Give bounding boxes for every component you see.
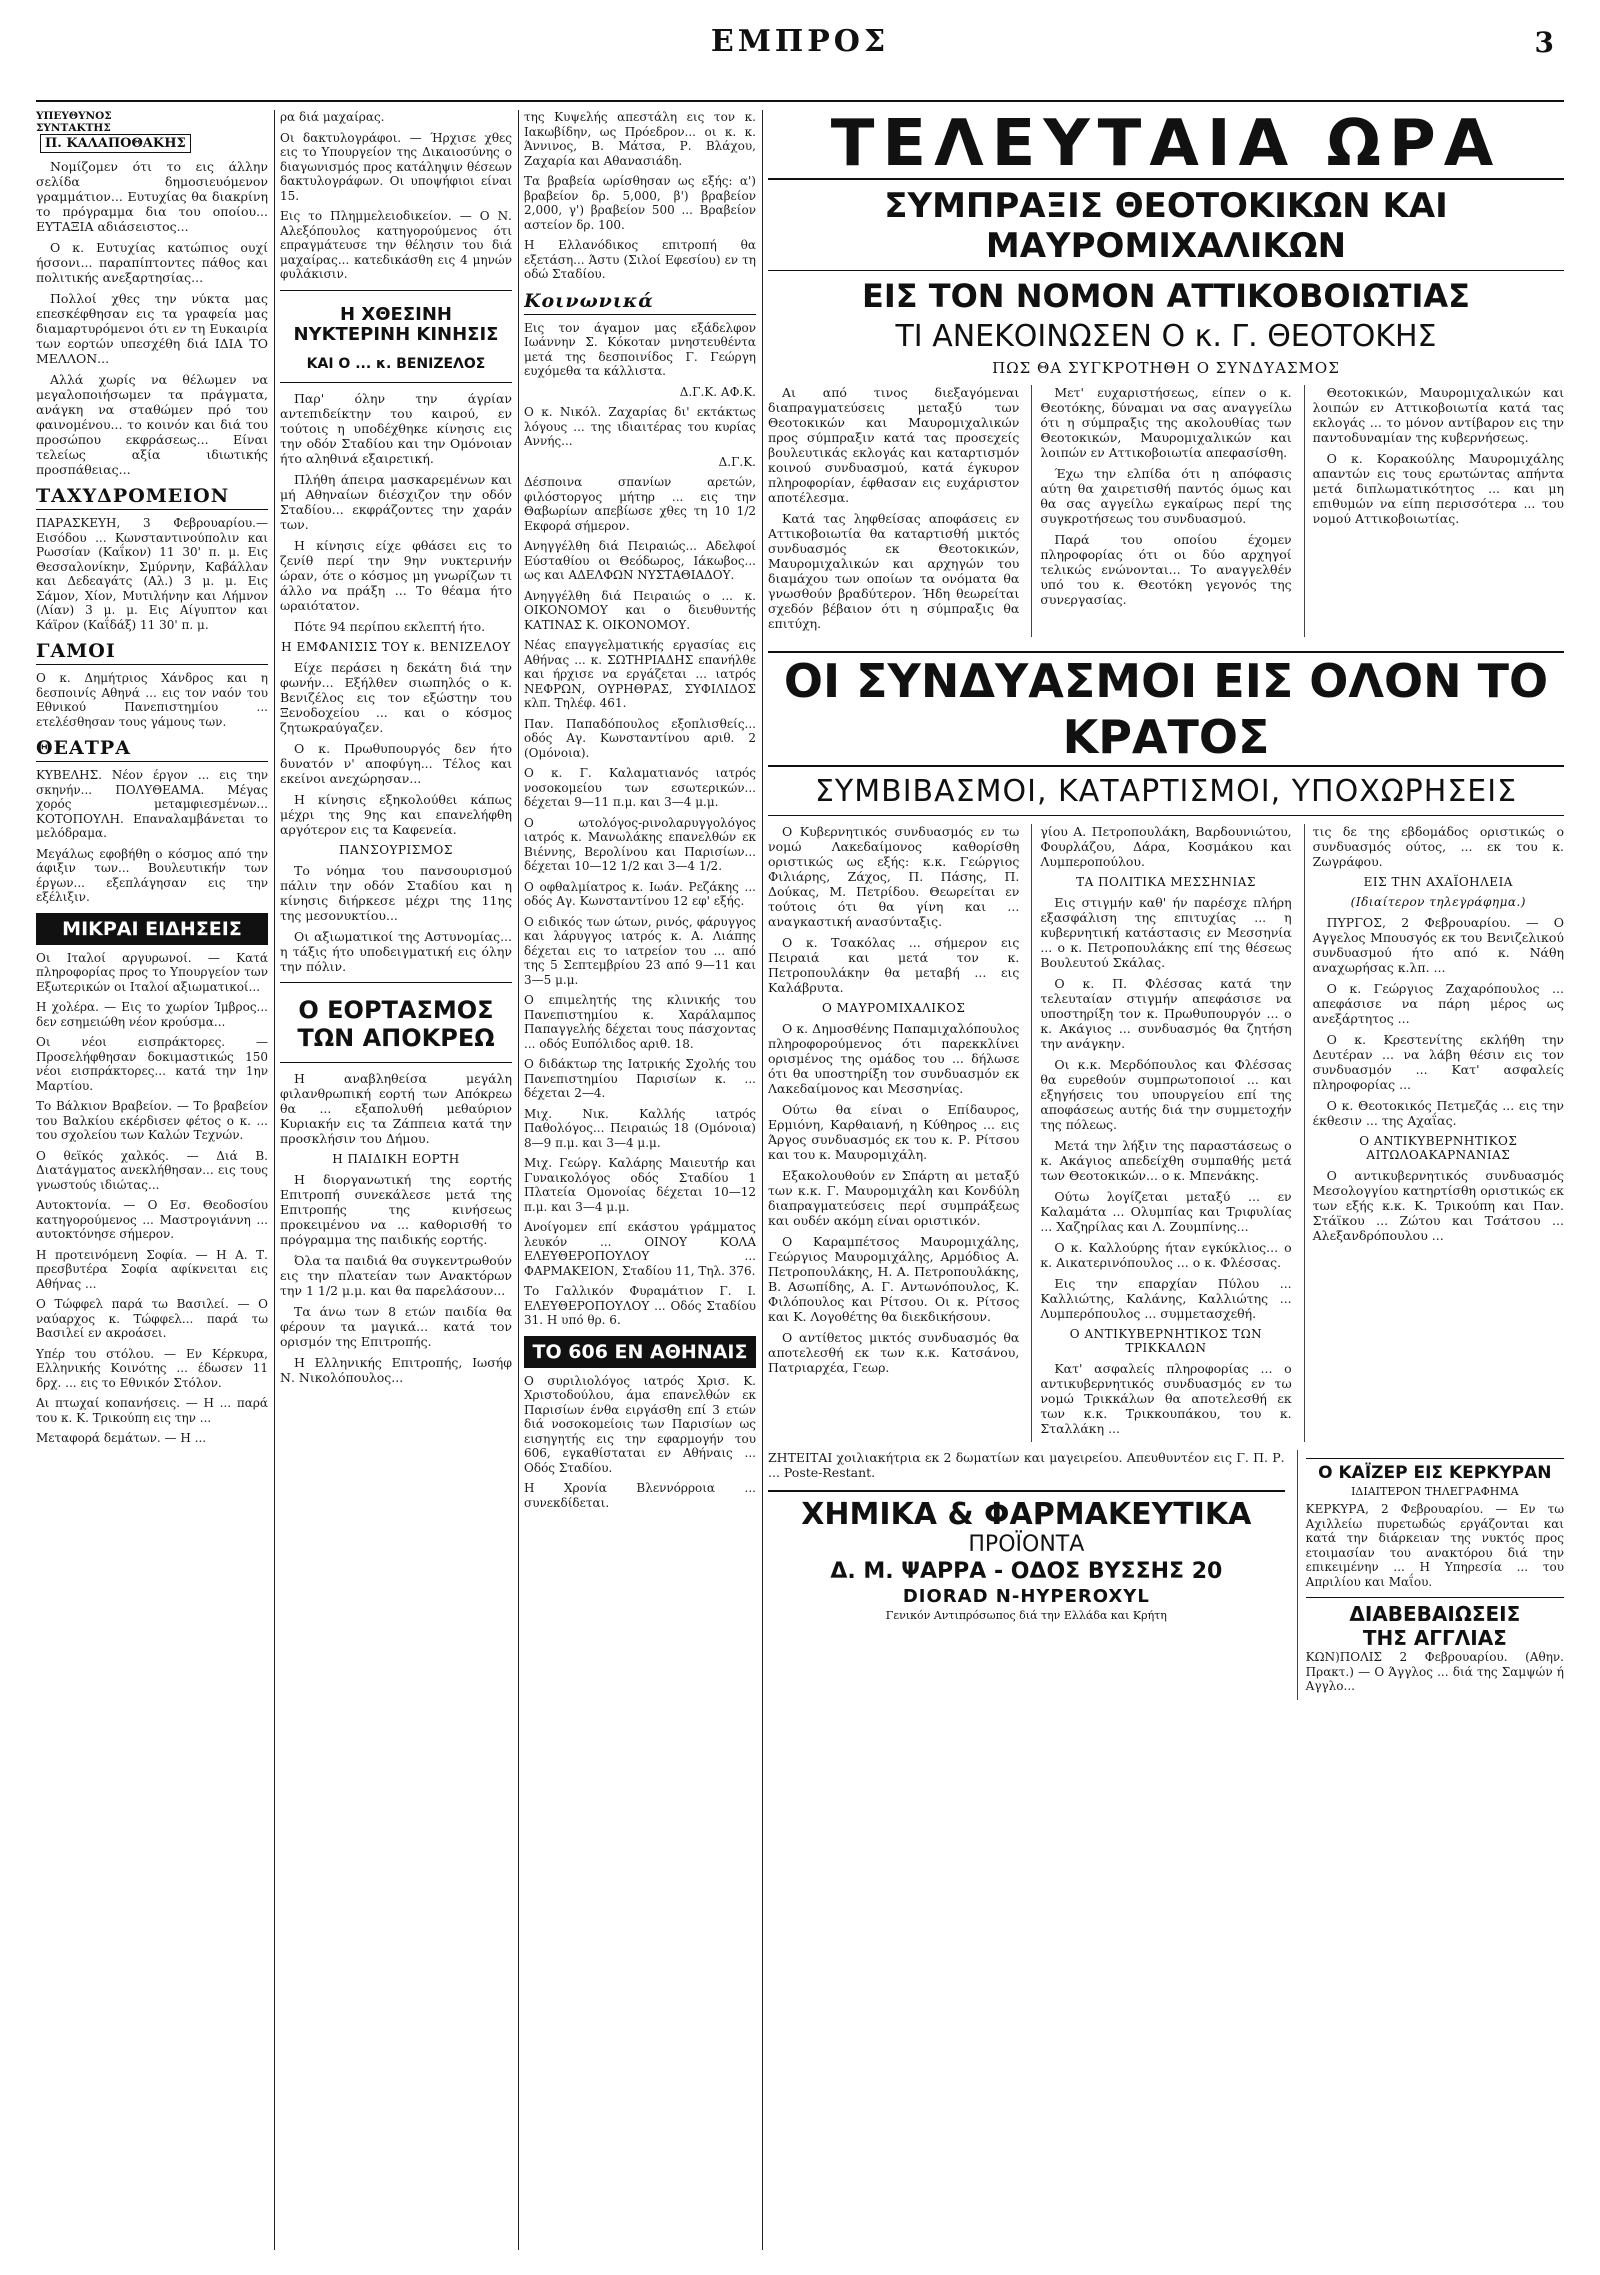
byline [36,110,268,153]
second-story-body [768,824,1564,1442]
news-item: Αι πτωχαί κοπανήσεις. — Η ... παρά του κ. Κ. Τρικούπη εις την ... [36,1396,268,1425]
article-paragraph: Ο κ. Θεοτοκικός Πετμεζάς ... εις την έκθεσιν ... της Αχαΐας. [1312,1098,1564,1128]
article-paragraph: Ο κ. Δημοσθένης Παπαμιχαλόπουλος πληροφορούμενος ότι παρεκκλίνει ορισμένος της ομάδος του ... δήλωσε ότι θα υποστηρίξη τον συνδυασμόν εκ Λακεδαίμονος και Μεσσηνίας. [768,1021,1020,1096]
article-subheading: Η ΠΑΙΔΙΚΗ ΕΟΡΤΗ [332,1152,460,1167]
article-paragraph: Είχε περάσει η δεκάτη διά την φωνήν... Εξήλθεν σιωπηλός ο κ. Βενιζέλος εις τον εξώστην του Ξενοδοχείου ... και ο κόσμος ζητωκραύγαζεν. [280,659,512,735]
article-subheading: Ο ΜΑΥΡΟΜΙΧΑΛΙΚΟΣ [821,1001,966,1015]
article-paragraph: Η διοργανωτική της εορτής Επιτροπή συνεκάλεσε μετά της Επιτροπής της κινήσεως προκειμένου να ... καθορισθή το πρόγραμμα της παιδικής εορτής. [280,1172,512,1248]
article-paragraph: Αλλά χωρίς να θέλωμεν να μεγαλοποιήσωμεν τα πράγματα, ανάγκη να σταθώμεν πρό του φαινομένου... το κοινόν και διά του προσώπου εκφράσεως... Είναι τελείως αξία ιδιωτικής προσπάθειας... [36,372,268,477]
social-item: Ανηγγέλθη διά Πειραιώς... Αδελφοί Εύσταθίου οι Θεόδωρος, Ιάκωβος... ως και ΑΔΕΛΦΩΝ ΝΥΣΤΑΘΙΑΔΟΥ. [524,539,756,582]
article-heading-box [280,290,512,383]
article-heading-box [280,982,512,1063]
article-paragraph: Πλήθη άπειρα μασκαρεμένων και μή Αθηναίων διέσχιζον την οδόν Σταδίου... εκφράζοντες την χαράν των. [280,471,512,532]
ad-heading-606: ΤΟ 606 ΕΝ ΑΘΗΝΑΙΣ [524,1336,756,1368]
article-paragraph: Ο κ. Γεώργιος Ζαχαρόπουλος ... απεφάσισε να πάρη μέρος ως ανεξάρτητος ... [1312,981,1564,1026]
ad-paragraph: Ο συριλιολόγος ιατρός Χρισ. Κ. Χριστοδούλου, άμα επανελθών εκ Παρισίων ένθα ειργάσθη επί 3 ετών διά νοσοκομείοις των Παρισίων ως εισηγητής εις την εφαρμογήν του 606, εγκαθίσταται εν Αθήναις ... Οδός Σταδίου. [524,1373,756,1475]
column-divider [518,110,519,2250]
ad-subtitle: ΠΡΟΪΟΝΤΑ [968,1532,1085,1557]
article-subnote: (Ιδιαίτερον τηλεγράφημα.) [1350,895,1526,909]
news-item: Το Βάλκιον Βραβείον. — Το βραβείον του Βαλκίου εκέρδισεν φέτος ο κ. ... του σχολείου των Καλών Τεχνών. [36,1099,268,1142]
article-paragraph: Αι από τινος διεξαγόμεναι διαπραγματεύσεις μεταξύ των Θεοτοκικών και Μαυρομιχαλικών προς σύμπραξιν κατά τας προσεχείς βουλευτικάς εκλογάς και καταρτισμόν κοινού συνδυασμού, κατά έγκυρον πληροφορίαν, έφθασαν εις ευχάριστον αποτέλεσμα. [768,385,1020,505]
article-paragraph: Ο κ. Π. Φλέσσας κατά την τελευταίαν στιγμήν απεφάσισε να υποστηρίξη τον κ. Πρωθυπουργόν ... ο κ. Ακάγιος ... συνδυασμός θα ζητήση την ανάγκην. [1040,976,1292,1051]
article-paragraph: Πότε 94 περίπου εκλεπτή ήτο. [294,618,486,634]
article-paragraph: της Κυψελής απεστάλη εις τον κ. Ιακωβίδην, ως Πρόεδρον... οι κ. κ. Άννινος, Β. Μάτσα, Ρ. Βλάχου, Ζαχαρία και Αθανασιάδη. [524,110,756,168]
lead-story-column [768,110,1564,2250]
news-item: Ο θεϊκός χαλκός. — Διά Β. Διατάγματος ανεκλήθησαν... εις τους γνωστούς ιδιώτας... [36,1148,268,1192]
article-paragraph: ΠΥΡΓΟΣ, 2 Φεβρουαρίου. — Ο Αγγελος Μπουσγός εκ του Βενιζελικού συνδυασμού ήτο από κ. Νάθη αναχωρήσας κ.λπ. ... [1312,915,1564,975]
article-paragraph: Ούτω λογίζεται μεταξύ ... εν Καλαμάτα ... Ολυμπίας και Τριφυλίας ... Χαζηρίλας και Λ. Ζουμπίνης... [1040,1189,1292,1234]
second-headline: ΟΙ ΣΥΝΔΥΑΣΜΟΙ ΕΙΣ ΟΛΟΝ ΤΟ ΚΡΑΤΟΣ [768,651,1564,767]
article-paragraph: Μετ' ευχαριστήσεως, είπεν ο κ. Θεοτόκης, δύναμαι να σας αναγγείλω ότι η σύμπραξις της ακολουθίας των Θεοτοκικών, Μαυρομιχαλικών και λοιπών εν Αττικοβοιωτία απεφασίσθη. [1040,385,1292,460]
article-paragraph: Ο Κυβερνητικός συνδυασμός εν τω νομώ Λακεδαίμονος καθορίσθη οριστικώς ως εξής: κ.κ. Γεώργιος Φιλιάρης, Ζάχος, Π. Πάσης, Π. Δούκας, Μ. Πετρίδου. Θεωρείται εν τούτοις ότι θα γίνη και ... αναγκαστική ανασύνταξις. [768,824,1020,929]
social-item: Νέας επαγγελματικής εργασίας εις Αθήνας ... κ. ΣΩΤΗΡΙΑΔΗΣ επανήλθε και ήρχισε να εργάζεται ... ιατρός ΝΕΦΡΩΝ, ΟΥΡΗΘΡΑΣ, ΣΥΦΙΛΙΔΟΣ κλπ. Τηλέφ. 461. [524,638,756,710]
social-item: Μιχ. Γεώργ. Καλάρης Μαιευτήρ και Γυναικολόγος οδός Σταδίου 1 Πλατεία Ομονοίας δέχεται 10—12 π.μ. και 3—4 μ.μ. [524,1156,756,1214]
lead-headline: ΤΕΛΕΥΤΑΙΑ ΩΡΑ [768,110,1564,180]
article-paragraph: Κατά τας ληφθείσας αποφάσεις εν Αττικοβοιωτία θα καταρτισθή μικτός συνδυασμός εκ Θεοτοκικών, Μαυρομιχαλικών και αρχηγών του διαμάχου των οποίων τα ονόματα θα γνωσθούν βραδύτερον. Ήδη θεωρείται σχεδόν βέβαιον ότι η σύμπραξις θα επιτύχη. [768,511,1020,631]
article-paragraph: ΚΥΒΕΛΗΣ. Νέον έργον ... εις την σκηνήν... ΠΟΛΥΘΕΑΜΑ. Μέγας χορός μεταμφιεσμένων... ΚΟΤΟΠΟΥΛΗ. Επαναλαμβάνεται το μελόδραμα. [36,768,268,840]
social-item: Ανοίγομεν επί εκάστου γράμματος λευκόν ... ΟΙΝΟΥ ΚΟΛΑ ΕΛΕΥΘΕΡΟΠΟΥΛΟΥ ... ΦΑΡΜΑΚΕΙΟΝ, Σταδίου 11, Τηλ. 376. [524,1220,756,1278]
section-heading-post: ΤΑΧΥΔΡΟΜΕΙΟΝ [36,485,268,510]
article-subheading: ΙΔΙΑΙΤΕΡΟΝ ΤΗΛΕΓΡΑΦΗΜΑ [1351,1485,1519,1498]
ad-address: Δ. Μ. ΨΑΡΡΑ - ΟΔΟΣ ΒΥΣΣΗΣ 20 [830,1559,1223,1584]
lead-subcolumn [768,385,1019,637]
ad-footnote: Γενικόν Αντιπρόσωπος διά την Ελλάδα και Κρήτη [885,1609,1167,1622]
pharmacy-advertisement [768,1490,1285,1622]
ad-product: DIORAD N-HYPEROXYL [902,1586,1150,1607]
column-divider [762,110,763,2250]
social-item: Ο κ. Γ. Καλαματιανός ιατρός νοσοκομείου των εσωτερικών... δέχεται 9—11 π.μ. και 3—4 μ.μ. [524,766,756,809]
lead-story-body [768,385,1564,637]
ad-title: ΧΗΜΙΚΑ & ΦΑΡΜΑΚΕΥΤΙΚΑ [801,1497,1252,1532]
article-subheading: ΠΑΝΣΟΥΡΙΣΜΟΣ [339,842,453,857]
bottom-area [768,1450,1564,1700]
social-item: Μιχ. Νικ. Καλλής ιατρός Παθολόγος... Πειραιώς 18 (Ομόνοια) 8—9 π.μ. και 3—4 μ.μ. [524,1106,756,1150]
column-1 [36,110,268,2250]
section-heading-short-news: ΜΙΚΡΑΙ ΕΙΔΗΣΕΙΣ [36,913,268,945]
article-paragraph: Οι αξιωματικοί της Αστυνομίας... η τάξις ήτο υποδειγματική εις όλην την πόλιν. [280,928,512,974]
section-heading-social: Κοινωνικά [524,290,756,315]
article-heading: Ο ΚΑΪΖΕΡ ΕΙΣ ΚΕΡΚΥΡΑΝ [1306,1458,1564,1483]
lead-deck: ΠΩΣ ΘΑ ΣΥΓΚΡΟΤΗΘΗ Ο ΣΥΝΔΥΑΣΜΟΣ [992,359,1340,377]
lead-subheadline: ΕΙΣ ΤΟΝ ΝΟΜΟΝ ΑΤΤΙΚΟΒΟΙΩΤΙΑΣ [861,277,1471,315]
news-item: Η χολέρα. — Εις το χωρίον Ίμβρος... δεν εσημειώθη νέον κρούσμα... [36,1000,268,1029]
second-subcolumn [768,824,1019,1442]
news-item: Οι νέοι εισπράκτορες. — Προσελήφθησαν δοκιμαστικώς 150 νέοι εισπράκτορες... κατά την 1ην Μαρτίου. [36,1035,268,1093]
news-item: Υπέρ του στόλου. — Εν Κέρκυρα, Ελληνικής Κοινότης ... έδωσεν 11 δρχ. ... εις το Εθνικόν Στόλον. [36,1346,268,1390]
article-paragraph: Ο κ. Κρεστενίτης εκλήθη την Δευτέραν ... να λάβη θέσιν εις τον συνδυασμόν ... Κατ' ασφαλείς πληροφορίας ... [1312,1032,1564,1092]
ad-paragraph: Η Χρονία Βλεννόρροια ... συνεκδίδεται. [524,1481,756,1510]
social-item: Ο ωτολόγος-ρινολαρυγγολόγος ιατρός κ. Μανωλάκης επανελθών εκ Βιέννης, Βερολίνου και Παρισίων... δέχεται 10—12 1/2 και 3—4 1/2. [524,815,756,873]
newspaper-page [36,18,1564,2250]
article-paragraph: Εξακολουθούν εν Σπάρτη αι μεταξύ των κ.κ. Γ. Μαυρομιχάλη και Κονδύλη διαπραγματεύσεις περί συμπράξεως και ουδέν ακόμη είναι οριστικόν. [768,1168,1020,1228]
article-paragraph: Παρ' όλην την άγρίαν αντεπιδείκτην του καιρού, εν τούτοις η υποδέχθηκε κίνησις εις την οδόν Σταδίου και την Ομόνοιαν ήτο αληθινά εξαιρετική. [280,390,512,466]
article-paragraph: Κατ' ασφαλείς πληροφορίας ... ο αντικυβερνητικός συνδυασμός εν τω νομώ Τρικκάλων θα αποτελεσθή εκ των κ.κ. Τρικκουπάκου, του κ. Σταλλάκη ... [1040,1361,1292,1436]
article-paragraph: ΚΕΡΚΥΡΑ, 2 Φεβρουαρίου. — Εν τω Αχιλλείω πυρετωδώς εργάζονται και κατά την διάρκειαν της νυκτός προς ετοιμασίαν του ανακτόρου διά την επικειμένην ... Η Υπηρεσία ... του Απριλίου και Μαΐου. [1305,1502,1564,1589]
social-item: Παν. Παπαδόπουλος εξοπλισθείς... οδός Αγ. Κωνσταντίνου αριθ. 2 (Ομόνοια). [524,716,756,760]
article-paragraph: Ο κ. Κορακούλης Μαυρομιχάλης απαντών εις τους ερωτώντας απήντα μετά διπλωματικότητος ... και μη επιθυμών να είπη περισσότερα ... του νομού Αττικοβοιωτίας. [1312,451,1564,526]
news-item: Εις το Πλημμελειοδικείον. — Ο Ν. Αλεξόπουλος κατηγορούμενος ότι επραγμάτευσε την θέλησιν του διά μαχαίρας... κατεδικάσθη εις 4 μηνών φυλάκισιν. [280,209,512,281]
article-heading: Η ΧΘΕΣΙΝΗ ΝΥΚΤΕΡΙΝΗ ΚΙΝΗΣΙΣ [293,303,499,346]
lead-subcolumn [1031,385,1291,637]
page-number: 3 [1534,26,1554,59]
second-subcolumn [1031,824,1291,1442]
article-paragraph: Η Ελληνικής Επιτροπής, Ιωσήφ Ν. Νικολόπουλος... [280,1355,512,1386]
news-item: Μεταφορά δεμάτων. — Η ... [36,1431,207,1445]
social-item: Ο κ. Νικόλ. Ζαχαρίας δι' εκτάκτως λόγους ... της ιδιαιτέρας του κυρίας Αννής... [524,405,756,448]
article-paragraph: Ο κ. Καλλούρης ήταν εγκύκλιος... ο κ. Αικατερινόπουλος ... ο κ. Φλέσσας. [1040,1240,1292,1270]
byline-label: ΥΠΕΥΘΥΝΟΣ ΣΥΝΤΑΚΤΗΣ [36,110,112,134]
article-paragraph: Πολλοί χθες την νύκτα μας επεσκέφθησαν εις τα γραφεία μας διαμαρτυρόμενοι ότι εν τη Ευκαιρία των εορτών υπεσχέθη διά ΙΔΙΑ ΤΟ ΜΕΛΛΟΝ... [36,291,268,366]
article-subheading: ΕΙΣ ΤΗΝ ΑΧΑΪΟΗΛΕΙΑ [1363,875,1513,889]
article-paragraph: Ο κ. Τσακόλας ... σήμερον εις Πειραιά και μετά τον κ. Πετροπουλάκην θα μεταβή ... εις Καλάβρυτα. [768,935,1020,995]
article-paragraph: γίου Α. Πετροπουλάκη, Βαρδουνιώτου, Φουρλάζου, Δάρα, Κοσμάκου και Λυμπεροπούλου. [1040,824,1292,869]
article-paragraph: Οι κ.κ. Μερδόπουλος και Φλέσσας θα ευρεθούν συμπρωτοποιοί ... και εξηγήσεις του υπουργείου επί της αποφάσεως αυτής διά την συμμετοχήν της πόλεως. [1040,1057,1292,1132]
column-2 [280,110,512,2250]
article-subheading: ΚΑΙ Ο ... κ. ΒΕΝΙΖΕΛΟΣ [306,355,486,372]
article-paragraph: Το νόημα του πανσουρισμού πάλιν την οδόν Σταδίου και η κίνησις διήρκεσε μέχρι της 11ης της μεσονυκτίου... [280,862,512,923]
ad-area [768,1450,1285,1700]
article-paragraph: ρα διά μαχαίρας. [280,110,385,124]
signature: Δ.Γ.Κ. ΑΦ.Κ. [679,384,756,399]
article-paragraph: Μεγάλως εφοβήθη ο κόσμος από την άφιξιν των... Βουλευτικήν των έργων... εξεπλάγησαν εις την εξέλιξιν. [36,846,268,904]
article-paragraph: Όλα τα παιδιά θα συγκεντρωθούν εις την πλατείαν των Ανακτόρων την 1 1/2 μ.μ. και θα παρελάσουν... [280,1253,512,1299]
article-paragraph: Νομίζομεν ότι το εις άλλην σελίδα δημοσιευόμενον γραμμάτιον... Ευτυχίας θα διακρίνη το πρόγραμμα δια του οποίου... ΕΥΤΑΞΙΑ αδιάσειστος... [36,159,268,234]
news-item: Η προτεινόμενη Σοφία. — Η Α. Τ. πρεσβυτέρα Σοφία αφίκνειται εις Αθήνας ... [36,1247,268,1291]
article-paragraph: Ο αντίθετος μικτός συνδυασμός θα αποτελεσθή εκ των κ.κ. Κατσάνου, Πατριαρχέα, Γεωρ. [768,1330,1020,1375]
second-subcolumn [1304,824,1564,1442]
article-paragraph: Η κίνησις είχε φθάσει εις το ζενίθ περί την 9ην νυκτερινήν ώραν, ότε ο κόσμος μη γνωρίζων τι άλλο να πράξη ... Το θέαμα ήτο ωραιότατον. [280,537,512,613]
article-paragraph: Ούτω θα είναι ο Επίδαυρος, Ερμιόνη, Καρθαιανή, η Κύθηρος ... εις Άργος συνδυασμός εκ του κ. Ρ. Ρίτσου και του κ. Μαυρομιχάλη. [768,1102,1020,1162]
social-item: Ο διδάκτωρ της Ιατρικής Σχολής του Πανεπιστημίου Παρισίων κ. ... δέχεται 2—4. [524,1057,756,1100]
social-item: Ανηγγέλθη διά Πειραιώς ο ... κ. ΟΙΚΟΝΟΜΟΥ και ο διευθυντής ΚΑΤΙΝΑΣ Κ. ΟΙΚΟΝΟΜΟΥ. [524,588,756,632]
news-item: Οι Ιταλοί αργυρωνοί. — Κατά πληροφορίας προς το Υπουργείον των Εξωτερικών οι Ιταλοί αξιωματικοί... [36,950,268,994]
article-paragraph: Ο κ. Πρωθυπουργός δεν ήτο δυνατόν ν' αποφύγη... Τέλος και εκείνοι ανεχώρησαν... [280,740,512,786]
article-paragraph: τις δε της εβδομάδος οριστικώς ο συνδυασμός ούτος, ... εκ του κ. Ζωγράφου. [1312,824,1564,869]
article-paragraph: Ο Καραμπέτσος Μαυρομιχάλης, Γεώργιος Μαυρομιχάλης, Αρμόδιος Α. Πετροπουλάκης, Η. Α. Πετροπουλάκης, Β. Ασωπίδης, Α. Γ. Αντωνόπουλος, Κ. Φιλόπουλος και Ρίτσου. Οι κ. Ρίτσος και Κ. Λογοθέτης θα διεκδικήσουν. [768,1234,1020,1324]
article-paragraph: Ο κ. Δημήτριος Χάνδρος και η δεσποινίς Αθηνά ... εις τον ναόν του Εθνικού Πανεπιστημίου ... ετελέσθησαν τους γάμους των. [36,671,268,729]
article-subheading: Ο ΑΝΤΙΚΥΒΕΡΝΗΤΙΚΟΣ ΑΙΤΩΛΟΑΚΑΡΝΑΝΙΑΣ [1359,1134,1518,1162]
second-subheadline: ΣΥΜΒΙΒΑΣΜΟΙ, ΚΑΤΑΡΤΙΣΜΟΙ, ΥΠΟΧΩΡΗΣΕΙΣ [768,773,1564,816]
article-paragraph: Έχω την ελπίδα ότι η απόφασις αύτη θα χαιρετισθή παντός όμως και θα σας αγγείλω εγκαίρως περί της συγκροτήσεως του συνδυασμού. [1040,466,1292,526]
article-paragraph: Τα άνω των 8 ετών παιδία θα φέρουν τα μαγικά... κατά τον ορισμόν της Επιτροπής. [280,1304,512,1350]
signature: Δ.Γ.Κ. [718,454,756,469]
article-paragraph: Η κίνησις εξηκολούθει κάπως μέχρι της 9ης και επανελήφθη αργότερον εις τα Καφενεία. [280,791,512,837]
article-subheading: Η ΕΜΦΑΝΙΣΙΣ ΤΟΥ κ. ΒΕΝΙΖΕΛΟΥ [281,639,511,654]
social-item: Εις τον άγαμον μας εξάδελφον Ιωάννην Σ. Κόκοταν μνηστευθέντα μετά της δεσποινίδος Γ. Γεώργη ευχόμεθα τα κάλλιστα. [524,320,756,378]
lead-subheadline: ΣΥΜΠΡΑΞΙΣ ΘΕΟΤΟΚΙΚΩΝ ΚΑΙ ΜΑΥΡΟΜΙΧΑΛΙΚΩΝ [768,186,1564,271]
kerkyra-area [1297,1450,1564,1700]
article-paragraph: Η Ελλανόδικος επιτροπή θα εξετάση... Άστυ (Σιλοί Εφεσίου) εν τη οδώ Σταδίου. [524,238,756,281]
article-heading: ΔΙΑΒΕΒΑΙΩΣΕΙΣ ΤΗΣ ΑΓΓΛΙΑΣ [1306,1597,1564,1650]
section-heading-theatres: ΘΕΑΤΡΑ [36,737,268,762]
masthead [36,18,1564,102]
article-paragraph: Τα βραβεία ωρίσθησαν ως εξής: α') βραβείον δρ. 5,000, β') βραβείον 2,000, γ') βραβείον 500 ... Βραβείον αστείον δρ. 100. [524,174,756,232]
article-paragraph: Θεοτοκικών, Μαυρομιχαλικών και λοιπών εν Αττικοβοιωτία κατά τας εκλογάς ... το μόνον αντίβαρον εις την παντοδυναμίαν της κυβερνήσεως. [1312,385,1564,445]
article-paragraph: Εις την επαρχίαν Πύλου ... Καλλιώτης, Καλάνης, Καλλιώτης ... Λυμπερόπουλος ... συμμετασχεθή. [1040,1276,1292,1321]
column-divider [274,110,275,2250]
article-paragraph: Η αναβληθείσα μεγάλη φιλανθρωπική εορτή των Απόκρεω θα ... εξαπολυθή μεθαύριον Κυριακήν εις τα Ζάππεια κατά την προσκλήσιν του Δήμου. [280,1071,512,1147]
column-3 [524,110,756,2250]
news-item: Ο Τώφφελ παρά τω Βασιλεί. — Ο ναύαρχος κ. Τώφφελ... παρά τω Βασιλεί εν ακροάσει. [36,1297,268,1340]
social-item: Ο επιμελητής της κλινικής του Πανεπιστημίου κ. Χαράλαμπος Παπαγγελής δέχεται τους πάσχοντας ... οδός Ευπόλιδος αριθ. 18. [524,993,756,1051]
article-paragraph: Παρά του οποίου έχομεν πληροφορίας ότι οι δύο αρχηγοί τελικώς ενώνονται... Το αναγγελθέν υπό του κ. Θεοτόκη γεγονός της συνεργασίας. [1040,532,1292,607]
article-paragraph: ΠΑΡΑΣΚΕΥΗ, 3 Φεβρουαρίου.—Εισόδου ... Κωνσταντινούπολιν και Ρωσσίαν (Καΐκον) 11 30' π. μ. Εις Θεσσαλονίκην, Σμύρνην, Καβάλλαν και Δεδεαγάτς (Αλ.) 3 μ. μ. Εις Σάμον, Χίον, Μυτιλήνην και Λήμνον (Λίαν) 3 μ. μ. Εις Αίγυπτον και Κάϊρον (Καΐδάξ) 11 30' π. μ. [36,516,268,632]
lead-subheadline: ΤΙ ΑΝΕΚΟΙΝΩΣΕΝ Ο κ. Γ. ΘΕΟΤΟΚΗΣ [895,319,1437,354]
article-paragraph: Ο αντικυβερνητικός συνδυασμός Μεσολογγίου κατηρτίσθη οριστικώς εκ των εξής κ.κ. Κ. Τρικούπη και Παν. Στάϊκου ... Ζώτου και Τσάτσου ... Αλεξανδρόπουλου ... [1312,1168,1564,1243]
classified-notice: ΖΗΤΕΙΤΑΙ χοιλιακήτρια εκ 2 δωματίων και μαγειρείου. Απευθυντέον εις Γ. Π. Ρ. ... Poste-Restant. [768,1450,1285,1480]
newspaper-title: ΕΜΠΡΟΣ [710,24,890,59]
article-paragraph: Μετά την λήξιν της παραστάσεως ο κ. Ακάγιος απεδείχθη συμπαθής μετά των Θεοτοκικών... ο κ. Μπενάκης. [1040,1138,1292,1183]
social-item: Ο οφθαλμίατρος κ. Ιωάν. Ρεζάκης ... οδός Αγ. Κωνσταντίνου 12 εφ' εξής. [524,879,756,908]
news-item: Οι δακτυλογράφοι. — Ήρχισε χθες εις το Υπουργείον της Δικαιοσύνης ο διαγωνισμός προς κατάληψιν θέσεων δακτυλογράφων. Οι υποψήφιοι είναι 15. [280,130,512,203]
section-heading-weddings: ΓΑΜΟΙ [36,640,268,665]
news-item: Αυτοκτονία. — Ο Εσ. Θεοδοσίου κατηγορούμενος ... Μαστρογιάννη ... αυτοκτόνησε σήμερον. [36,1198,268,1241]
article-paragraph: ΚΩΝ)ΠΟΛΙΣ 2 Φεβρουαρίου. (Αθην. Πρακτ.) — Ο Άγγλος ... διά της Σαμψών ή Αγγλο... [1305,1650,1564,1693]
article-paragraph: Εις στιγμήν καθ' ήν παρέσχε πλήρη εξασφάλιση της επιτυχίας ... η κυβερνητική κατάστασις εν Μεσσηνία ... ο κ. Πετροπουλάκης επί της θέσεως Βουλευτού Σκάλας. [1040,895,1292,970]
article-subheading: Ο ΑΝΤΙΚΥΒΕΡΝΗΤΙΚΟΣ ΤΩΝ ΤΡΙΚΚΑΛΩΝ [1069,1327,1263,1355]
social-item: Ο ειδικός των ώτων, ρινός, φάρυγγος και λάρυγγος ιατρός κ. Α. Λιάπης δέχεται εις το ιατρείον του ... από της 5 Σεπτεμβρίου 23 από 9—11 και 3—5 μ.μ. [524,914,756,987]
article-heading: Ο ΕΟΡΤΑΣΜΟΣ ΤΩΝ ΑΠΟΚΡΕΩ [297,995,495,1052]
byline-name: Π. ΚΑΛΑΠΟΘΑΚΗΣ [40,134,191,153]
social-item: Το Γαλλικόν Φυραμάτιον Γ. Ι. ΕΛΕΥΘΕΡΟΠΟΥΛΟΥ ... Οδός Σταδίου 31. Η υπό θρ. 6. [524,1284,756,1327]
social-item: Δέσποινα σπανίων αρετών, φιλόστοργος μήτηρ ... εις την Θαβωρίων απεβίωσε χθες τη 10 1/2 Εκφορά σήμερον. [524,475,756,533]
article-subheading: ΤΑ ΠΟΛΙΤΙΚΑ ΜΕΣΣΗΝΙΑΣ [1076,875,1256,889]
article-paragraph: Ο κ. Ευτυχίας κατώπιος ουχί ήσσονι... παραπίπτοντες πάθος και πολιτικής ανεξαρτησίας... [36,240,268,285]
lead-subcolumn [1304,385,1564,637]
